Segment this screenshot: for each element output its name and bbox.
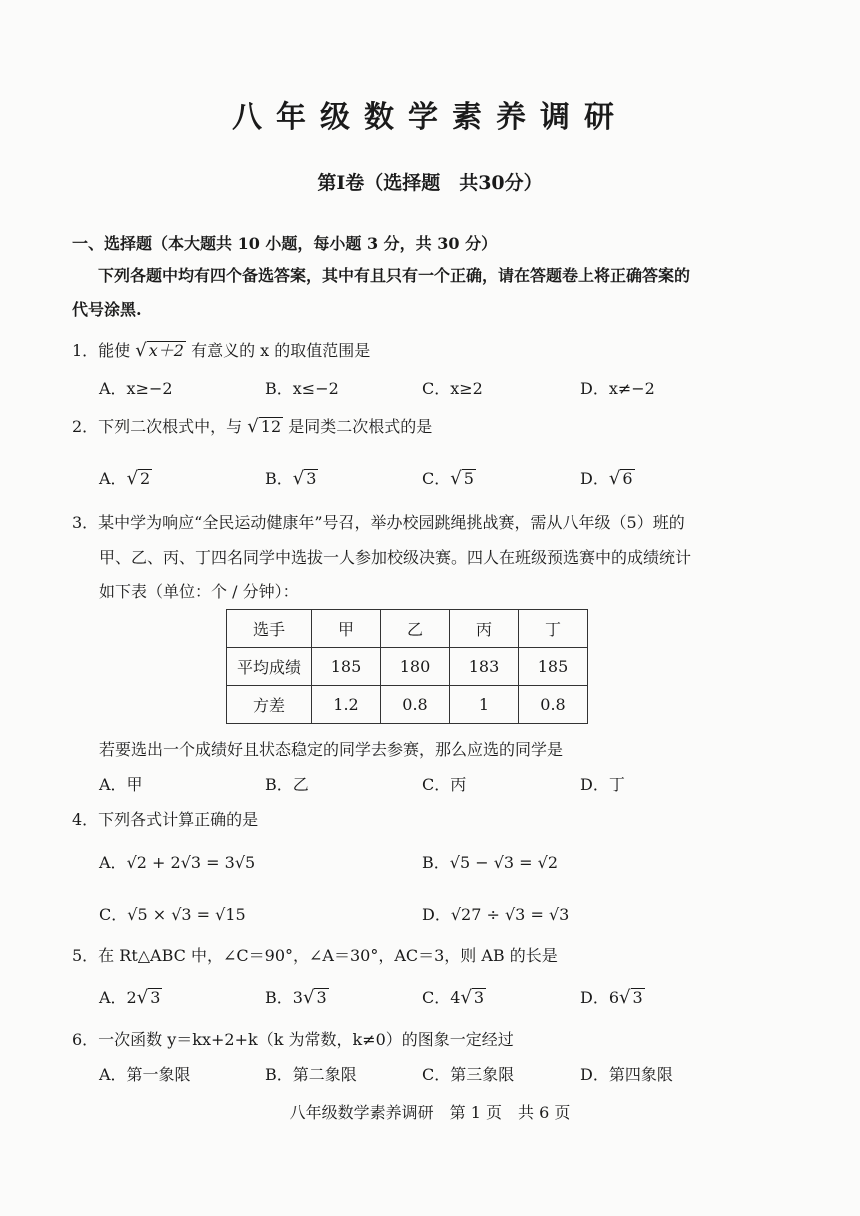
q1-option-d: D．x≠−2: [580, 379, 655, 398]
q3-option-c: C．丙: [422, 775, 467, 794]
q6-option-a: A．第一象限: [99, 1065, 191, 1084]
q5-option-d: [580, 985, 645, 1008]
q5-option-c-radicand: 3: [473, 988, 485, 1007]
q4-a-term: + 2: [146, 853, 181, 872]
q1-post: 有意义的 x 的取值范围是: [191, 341, 371, 360]
q4-d-term: =: [525, 905, 549, 924]
q4-d-term: √3: [548, 905, 570, 924]
table-header-cell: 甲: [312, 610, 381, 648]
q5-option-d-radicand: 3: [632, 988, 643, 1007]
q2-option-c-label: C．: [422, 469, 451, 488]
section-subtitle: 第Ⅰ卷（选择题 共30分）: [317, 172, 543, 194]
score-table: [226, 609, 588, 724]
q2-pre: 2．下列二次根式中，与: [72, 417, 243, 436]
q4-option-d: [422, 902, 569, 925]
q5-option-a: [99, 985, 162, 1008]
q4-d-term: √3: [504, 905, 526, 924]
q2-option-a-radical: √ 2: [126, 468, 151, 489]
question-3-line-3: 如下表（单位：个 / 分钟）：: [99, 582, 299, 601]
q4-b-term: −: [470, 853, 494, 872]
q2-option-a-radicand: 2: [140, 469, 151, 488]
q4-a-term: √5: [234, 853, 256, 872]
q4-option-b-label: B．: [422, 853, 450, 872]
table-header-cell: 乙: [381, 610, 450, 648]
q4-a-term: = 3: [201, 853, 235, 872]
q2-option-d-radical: √ 6: [608, 468, 633, 489]
instruction-line-1: 下列各题中均有四个备选答案，其中有且只有一个正确，请在答题卷上将正确答案的: [98, 266, 691, 285]
q4-option-a-label: A．: [99, 853, 127, 872]
q4-d-term: √27: [450, 905, 482, 924]
q1-pre: 1．能使: [72, 341, 131, 360]
q1-option-b: B．x≤−2: [265, 379, 339, 398]
q1-option-a: A．x≥−2: [99, 379, 173, 398]
table-header-cell: 丙: [450, 610, 519, 648]
q4-option-c-label: C．: [99, 905, 128, 924]
question-1-stem: [72, 338, 370, 361]
table-cell: 平均成绩: [227, 648, 312, 686]
q5-option-a-label: A．2: [99, 988, 137, 1007]
q2-option-a: [99, 466, 152, 489]
table-cell: 185: [312, 648, 381, 686]
q3-option-d: D．丁: [580, 775, 625, 794]
question-3-prompt: 若要选出一个成绩好且状态稳定的同学去参赛，那么应选的同学是: [99, 740, 564, 759]
q1-radicand: x＋2: [148, 341, 184, 360]
q2-option-b-radical: √ 3: [292, 468, 317, 489]
q4-c-term: √3: [171, 905, 192, 924]
q3-option-a: A．甲: [99, 775, 143, 794]
q1-radical: √ x＋2: [135, 340, 184, 361]
q4-b-term: √3: [493, 853, 515, 872]
table-cell: 1: [450, 686, 519, 724]
q5-option-b-label: B．3: [265, 988, 303, 1007]
q4-b-term: √5: [449, 853, 471, 872]
q2-option-b-label: B．: [265, 469, 293, 488]
table-header-cell: 选手: [227, 610, 312, 648]
q6-option-d: D．第四象限: [580, 1065, 673, 1084]
question-2-stem: [72, 414, 432, 437]
table-row: [227, 686, 588, 724]
q2-option-d-radicand: 6: [622, 469, 633, 488]
page-title: 八年级数学素养调研: [232, 100, 628, 135]
q4-option-a: [99, 850, 255, 873]
table-cell: 1.2: [312, 686, 381, 724]
q5-option-c-radical: √ 3: [460, 987, 485, 1008]
table-cell: 方差: [227, 686, 312, 724]
page-footer: 八年级数学素养调研 第 1 页 共 6 页: [289, 1103, 571, 1122]
q1-option-c: C．x≥2: [422, 379, 483, 398]
q3-option-b: B．乙: [265, 775, 309, 794]
q5-option-c-label: C．4: [422, 988, 461, 1007]
q2-post: 是同类二次根式的是: [288, 417, 433, 436]
q6-option-b: B．第二象限: [265, 1065, 357, 1084]
q4-b-term: √2: [537, 853, 559, 872]
question-5-stem: 5．在 Rt△ABC 中，∠C＝90°，∠A＝30°，AC＝3，则 AB 的长是: [72, 946, 558, 965]
q2-option-d: [580, 466, 635, 489]
q2-option-b-radicand: 3: [306, 469, 317, 488]
q4-option-d-label: D．: [422, 905, 451, 924]
q2-radical: √ 12: [247, 416, 282, 437]
question-3-line-1: 3．某中学为响应“全民运动健康年”号召，举办校园跳绳挑战赛，需从八年级（5）班的: [72, 513, 685, 532]
table-row: [227, 648, 588, 686]
q4-c-term: =: [191, 905, 216, 924]
q4-c-term: ×: [147, 905, 172, 924]
table-cell: 0.8: [381, 686, 450, 724]
question-6-stem: 6．一次函数 y＝kx+2+k（k 为常数，k≠0）的图象一定经过: [72, 1030, 514, 1049]
table-cell: 0.8: [519, 686, 588, 724]
q4-b-term: =: [514, 853, 538, 872]
instruction-line-2: 代号涂黑.: [72, 300, 142, 319]
q4-d-term: ÷: [481, 905, 505, 924]
q2-option-c-radicand: 5: [463, 469, 474, 488]
q5-option-a-radicand: 3: [150, 988, 161, 1007]
section-heading: 一、选择题（本大题共 10 小题，每小题 3 分，共 30 分）: [72, 234, 498, 253]
q2-option-d-label: D．: [580, 469, 609, 488]
q2-option-c-radical: √ 5: [450, 468, 474, 489]
q2-option-c: [422, 466, 476, 489]
q2-option-b: [265, 466, 318, 489]
table-header-cell: 丁: [519, 610, 588, 648]
q5-option-b: [265, 985, 329, 1008]
q5-option-a-radical: √ 3: [136, 987, 161, 1008]
question-4-stem: 4．下列各式计算正确的是: [72, 810, 259, 829]
table-cell: 183: [450, 648, 519, 686]
q4-a-term: √3: [180, 853, 202, 872]
q5-option-b-radicand: 3: [316, 988, 327, 1007]
question-3-line-2: 甲、乙、丙、丁四名同学中选拔一人参加校级决赛。四人在班级预选赛中的成绩统计: [99, 548, 692, 567]
table-cell: 185: [519, 648, 588, 686]
q4-option-b: [422, 850, 558, 873]
q4-c-term: √15: [215, 905, 246, 924]
q2-option-a-label: A．: [99, 469, 127, 488]
q5-option-d-radical: √ 3: [619, 987, 643, 1008]
q5-option-c: [422, 985, 486, 1008]
table-cell: 180: [381, 648, 450, 686]
q6-option-c: C．第三象限: [422, 1065, 515, 1084]
q2-radicand: 12: [260, 417, 282, 436]
table-header-row: [227, 610, 588, 648]
q4-c-term: √5: [127, 905, 148, 924]
q5-option-b-radical: √ 3: [302, 987, 327, 1008]
q4-option-c: [99, 902, 246, 925]
q5-option-d-label: D．6: [580, 988, 620, 1007]
q4-a-term: √2: [126, 853, 147, 872]
